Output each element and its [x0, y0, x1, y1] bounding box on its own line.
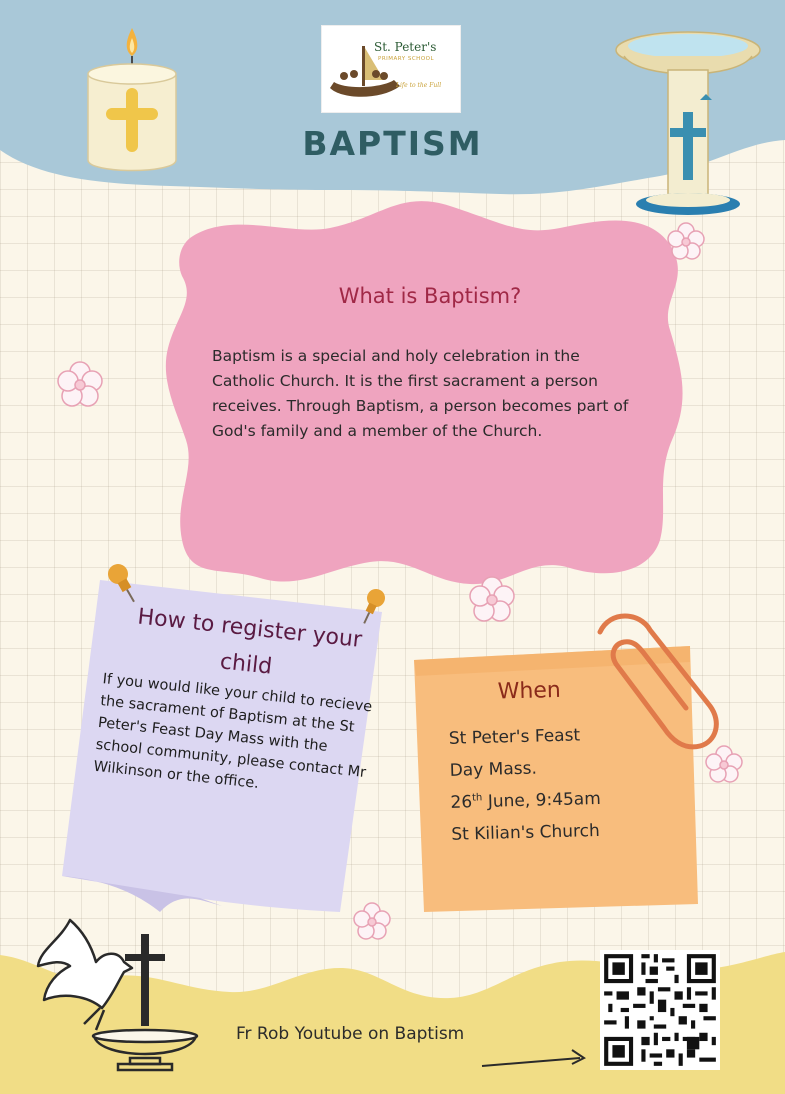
when-line-1: St Peter's Feast [448, 725, 581, 749]
qr-code[interactable] [600, 950, 720, 1070]
when-location: St Kilian's Church [451, 820, 601, 845]
when-heading: When [497, 677, 562, 705]
logo-motto: Life to the Full [396, 82, 442, 89]
register-body: If you would like your child to recieve the sacrament of Baptism at the St Peter's Feast Day Mass with the school community, please contact Mr Wilkinson or the office. [92, 671, 373, 792]
logo-boat-icon [322, 26, 460, 112]
what-is-body: Baptism is a special and holy celebration in the Catholic Church. It is the first sacrament a person receives. Through Baptism, a person becomes part of God's family and a member of the Church. [212, 347, 629, 440]
when-line-2: Day Mass. [449, 758, 538, 781]
when-date [450, 789, 601, 813]
school-logo [322, 26, 460, 112]
when-date-suffix: th [471, 792, 483, 804]
when-date-rest: June, 9:45am [482, 788, 602, 812]
when-date-day: 26 [450, 792, 473, 813]
logo-title: St. Peter's [374, 40, 437, 54]
page-title: BAPTISM [302, 124, 483, 163]
when-note [415, 652, 701, 909]
logo-subtitle: PRIMARY SCHOOL [378, 56, 435, 62]
what-is-heading: What is Baptism? [338, 284, 522, 308]
youtube-link[interactable]: Fr Rob Youtube on Baptism [236, 1024, 465, 1044]
register-heading: How to register your child [136, 604, 364, 680]
register-note [67, 585, 397, 915]
